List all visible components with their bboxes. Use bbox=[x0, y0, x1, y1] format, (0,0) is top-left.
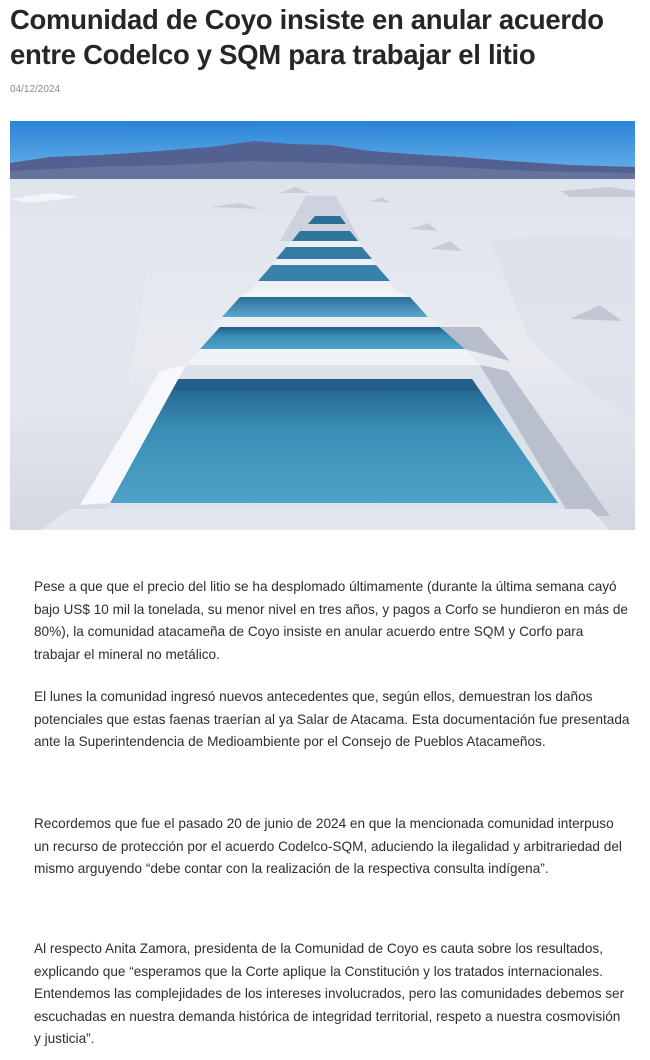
article-paragraph: Recordemos que fue el pasado 20 de junio de 2024 en que la mencionada comunidad interpuso un recurso de protección por el acuerdo Codelco-SQM, aduciendo la ilegalidad y arbitrariedad del mismo arguyendo “debe contar con la realización de la respectiva consulta indígena”. bbox=[34, 816, 622, 876]
article-image bbox=[10, 121, 635, 530]
salt-flat-photo bbox=[10, 121, 635, 530]
article-paragraph: Al respecto Anita Zamora, presidenta de la Comunidad de Coyo es cauta sobre los resultados, explicando que “esperamos que la Corte aplique la Constitución y los tratados internacionales. Entendemos las complejidades de los intereses involucrados, pero las comunidades debemos ser escuchadas en nuestra demanda histórica de integridad territorial, respeto a nuestra cosmovisión y justicia”. bbox=[34, 941, 625, 1046]
article-date: 04/12/2024 bbox=[10, 84, 61, 95]
article-title: Comunidad de Coyo insiste en anular acuerdo entre Codelco y SQM para trabajar el litio bbox=[10, 4, 604, 70]
article-paragraph: El lunes la comunidad ingresó nuevos antecedentes que, según ellos, demuestran los daños potenciales que estas faenas traerían al ya Salar de Atacama. Esta documentación fue presentada ante la Superintendencia de Medioambiente por el Consejo de Pueblos Atacameños. bbox=[34, 689, 630, 749]
article-paragraph: Pese a que que el precio del litio se ha desplomado últimamente (durante la última semana cayó bajo US$ 10 mil la tonelada, su menor nivel en tres años, y pagos a Corfo se hundieron en más de 80%), la comunidad atacameña de Coyo insiste en anular acuerdo entre SQM y Corfo para trabajar el mineral no metálico. bbox=[34, 579, 628, 662]
